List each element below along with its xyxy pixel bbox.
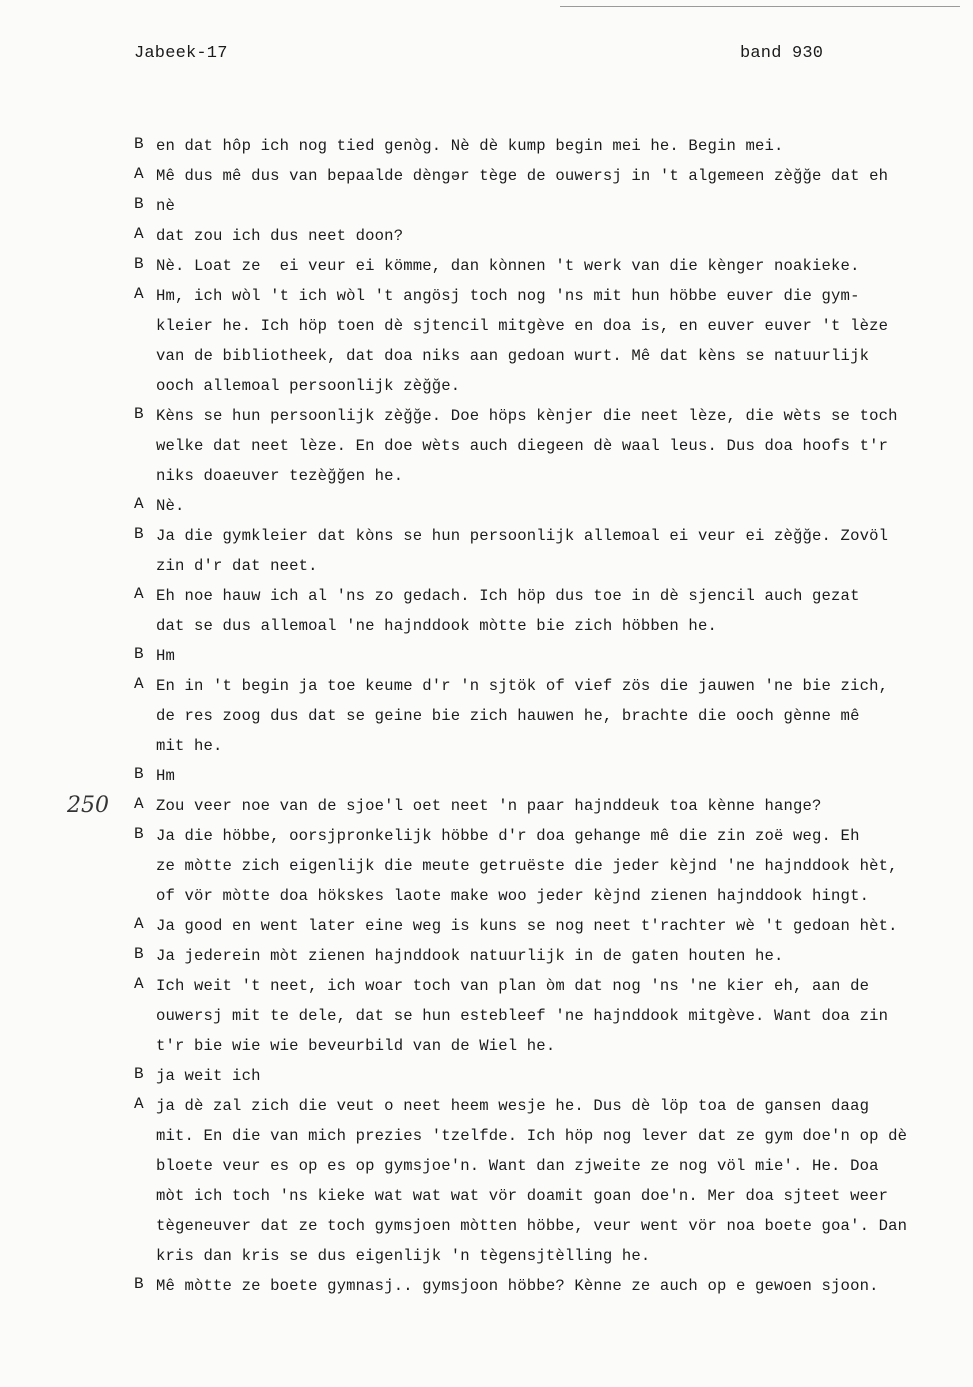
transcript-line: dat zou ich dus neet doon? [156,227,404,245]
transcript-line: zin d'r dat neet. [156,557,318,575]
speaker-label: A [134,1095,144,1113]
document-id: Jabeek-17 [134,44,228,63]
speaker-label: A [134,915,144,933]
transcript-line: Kèns se hun persoonlijk zèğğe. Doe höps kènjer die neet lèze, die wèts se toch [156,407,898,425]
speaker-label: A [134,225,144,243]
speaker-label: A [134,285,144,303]
speaker-label: B [134,1065,144,1083]
transcript-line: de res zoog dus dat se geine bie zich hauwen he, brachte die ooch gènne mê [156,707,860,725]
tape-number: band 930 [740,44,824,63]
speaker-label: A [134,495,144,513]
transcript-turn [0,525,956,585]
transcript-line: Ich weit 't neet, ich woar toch van plan òm dat nog 'ns 'ne kier eh, aan de [156,977,870,995]
speaker-label: B [134,765,144,783]
transcript-turn [0,1275,956,1305]
transcript-line: Mê dus mê dus van bepaalde dèngər tège de ouwersj in 't algemeen zèğğe dat eh [156,167,889,185]
speaker-label: A [134,585,144,603]
transcript-line: kleier he. Ich höp toen dè sjtencil mitgève en doa is, en euver euver 't lèze [156,317,889,335]
speaker-label: B [134,195,144,213]
transcript-line: Hm, ich wòl 't ich wòl 't angösj toch nog 'ns mit hun höbbe euver die gym- [156,287,860,305]
transcript-line: Mê mòtte ze boete gymnasj.. gymsjoon höbbe? Kènne ze auch op e gewoen sjoon. [156,1277,879,1295]
speaker-label: B [134,1275,144,1293]
transcript-line: Eh noe hauw ich al 'ns zo gedach. Ich höp dus toe in dè sjencil auch gezat [156,587,860,605]
transcript-line: Nè. [156,497,185,515]
transcript-turn [0,255,956,285]
transcript-turn [0,165,956,195]
transcript-line: Ja die gymkleier dat kòns se hun persoonlijk allemoal ei veur ei zèğğe. Zovöl [156,527,889,545]
transcript-line: welke dat neet lèze. En doe wèts auch diegeen dè waal leus. Dus doa hoofs t'r [156,437,889,455]
transcript-turn [0,195,956,225]
transcript-turn [0,1095,956,1275]
transcript-line: Nè. Loat ze ei veur ei kömme, dan kònnen 't werk van die kènger noakieke. [156,257,860,275]
transcript-line: mòt ich toch 'ns kieke wat wat wat vör doamit goan doe'n. Mer doa sjteet weer [156,1187,889,1205]
speaker-label: B [134,135,144,153]
transcript-line: Ja good en went later eine weg is kuns se nog neet t'rachter wè 't gedoan hèt. [156,917,898,935]
transcript-line: kris dan kris se dus eigenlijk 'n tègensjtèlling he. [156,1247,651,1265]
transcript-line: en dat hôp ich nog tied genòg. Nè dè kump begin mei he. Begin mei. [156,137,784,155]
transcript-turn [0,285,956,405]
transcript-line: tègeneuver dat ze toch gymsjoen mòtten höbbe, veur went vör noa boete goa'. Dan [156,1217,908,1235]
transcript-turn [0,915,956,945]
speaker-label: A [134,795,144,813]
transcript-line: ja weit ich [156,1067,261,1085]
transcript-turn [0,495,956,525]
transcript-turn [0,765,956,795]
transcript-line: van de bibliotheek, dat doa niks aan gedoan wurt. Mê dat kèns se natuurlijk [156,347,870,365]
transcript-line: niks doaeuver tezèğğen he. [156,467,404,485]
transcript-turn [0,585,956,645]
speaker-label: A [134,675,144,693]
speaker-label: B [134,825,144,843]
transcript-turn [0,975,956,1065]
speaker-label: B [134,525,144,543]
transcript-line: Ja jederein mòt zienen hajnddook natuurlijk in de gaten houten he. [156,947,784,965]
transcript-line: bloete veur es op es op gymsjoe'n. Want dan zjweite ze nog völ mie'. He. Doa [156,1157,879,1175]
transcript-line: dat se dus allemoal 'ne hajnddook mòtte bie zich höbben he. [156,617,717,635]
transcript-line: Hm [156,767,176,785]
speaker-label: B [134,405,144,423]
speaker-label: B [134,255,144,273]
transcript-turn [0,825,956,915]
transcript-line: ooch allemoal persoonlijk zèğğe. [156,377,461,395]
transcript-line: t'r bie wie wie beveurbild van de Wiel he. [156,1037,556,1055]
transcript-line: ja dè zal zich die veut o neet heem wesje he. Dus dè löp toa de gansen daag [156,1097,870,1115]
transcript-turn [0,675,956,765]
transcript-line: mit. En die van mich prezies 'tzelfde. Ich höp nog lever dat ze gym doe'n op dè [156,1127,908,1145]
speaker-label: B [134,645,144,663]
speaker-label: B [134,945,144,963]
transcript-line: ouwersj mit te dele, dat se hun estebleef 'ne hajnddook mitgève. Want doa zin [156,1007,889,1025]
transcript-line: of vör mòtte doa hökskes laote make woo jeder kèjnd zienen hajnddook hingt. [156,887,870,905]
transcript-line: ze mòtte zich eigenlijk die meute getruëste die jeder kèjnd 'ne hajnddook hèt, [156,857,898,875]
transcript-turn [0,135,956,165]
transcript-line: nè [156,197,176,215]
transcript-line: Hm [156,647,176,665]
scan-artifact-line [560,6,960,7]
transcript-turn [0,795,956,825]
transcript-line: En in 't begin ja toe keume d'r 'n sjtök of vief zös die jauwen 'ne bie zich, [156,677,889,695]
transcript-line: Zou veer noe van de sjoe'l oet neet 'n paar hajnddeuk toa kènne hange? [156,797,822,815]
handwritten-margin-note: 250 [67,793,109,818]
transcript [0,135,973,1305]
transcript-line: mit he. [156,737,223,755]
transcript-turn [0,645,956,675]
speaker-label: A [134,165,144,183]
transcript-turn [0,225,956,255]
speaker-label: A [134,975,144,993]
transcript-turn [0,945,956,975]
transcript-line: Ja die höbbe, oorsjpronkelijk höbbe d'r doa gehange mê die zin zoë weg. Eh [156,827,860,845]
transcript-turn [0,1065,956,1095]
transcript-turn [0,405,956,495]
